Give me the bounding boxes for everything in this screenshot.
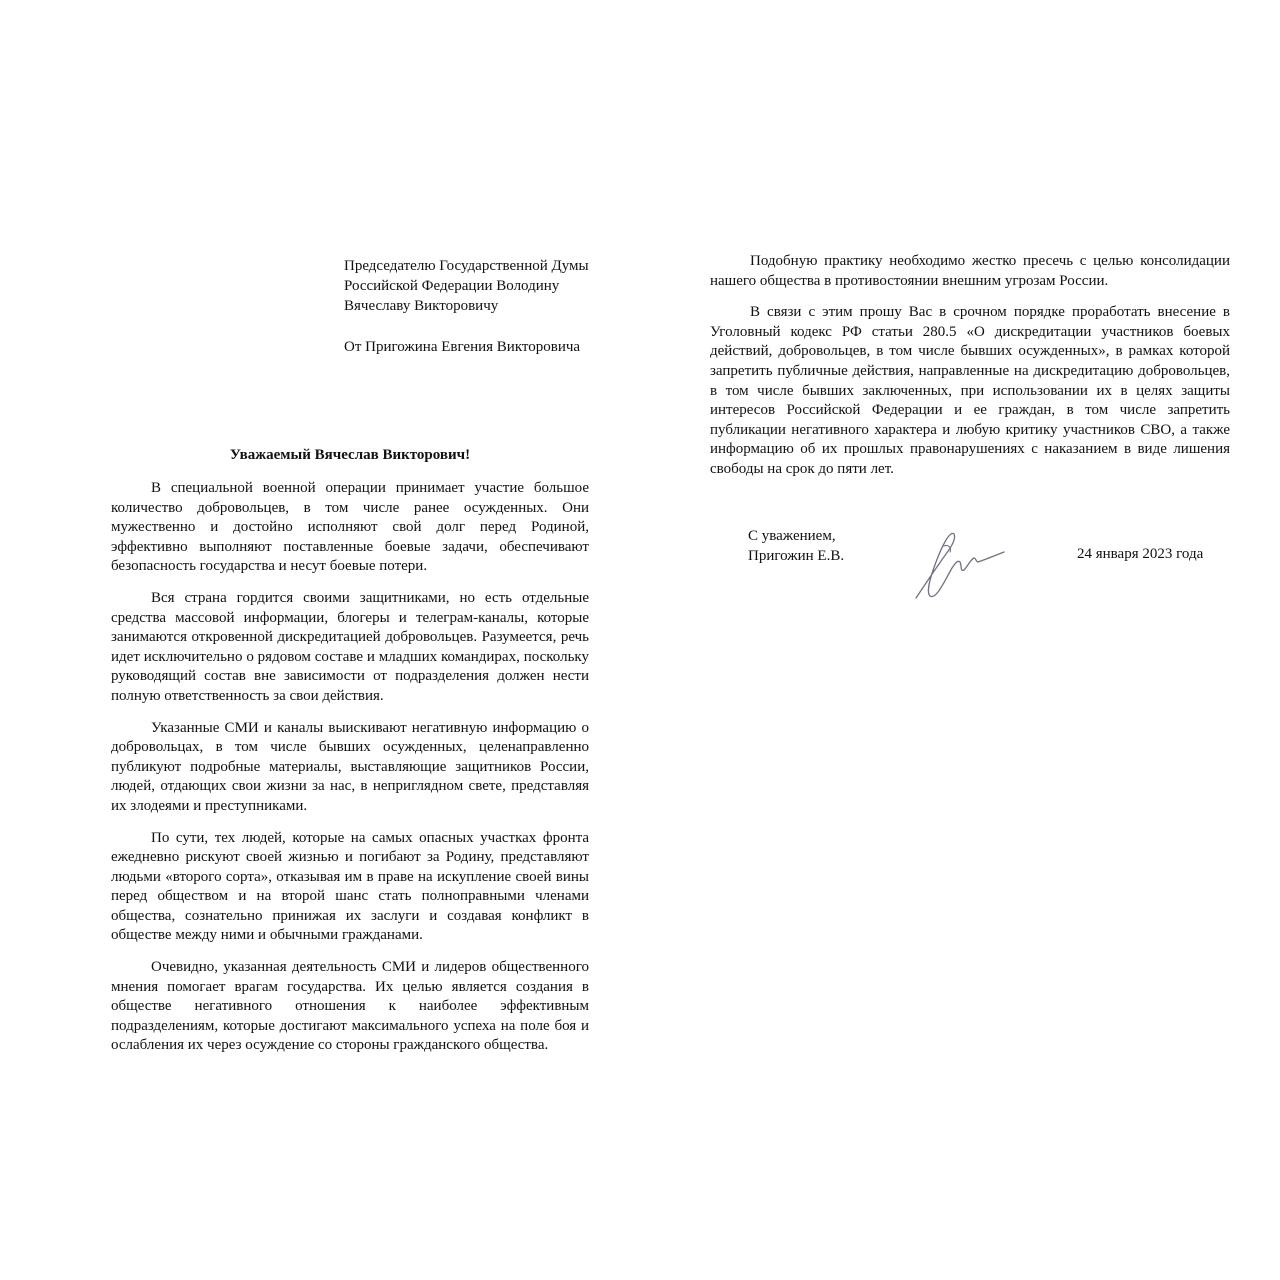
letter-date: 24 января 2023 года [1077, 546, 1204, 562]
paragraph: В связи с этим прошу Вас в срочном порядке проработать внесение в Уголовный кодекс РФ статьи 280.5 «О дискредитации участников боевых действий, добровольцев, в том числе бывших осужденных», в рамках которой запретить публичные действия, направленные на дискредитацию добровольцев, в том числе бывших заключенных, при использовании их в целях защиты интересов Российской Федерации и ее граждан, в том числе запретить публикации негативного характера и любую критику участников СВО, а также информацию об их прошлых правонарушениях с наказанием в виде лишения свободы на срок до пяти лет. [710, 304, 1230, 477]
paragraph: Вся страна гордится своими защитниками, но есть отдельные средства массовой информации, блогеры и телеграм-каналы, которые занимаются откровенной дискредитацией добровольцев. Разумеется, речь идет исключительно о рядовом составе и младших командирах, поскольку руководящий состав вне зависимости от подразделения должен нести полную ответственность за свои действия. [111, 589, 589, 704]
paragraph: Подобную практику необходимо жестко пресечь с целью консолидации нашего общества в противостоянии внешним угрозам России. [710, 253, 1230, 289]
letter-body-right [710, 252, 1230, 492]
closing-regards: С уважением, [748, 528, 836, 544]
letter-page-right [640, 0, 1280, 1280]
closing-block [748, 526, 844, 566]
addressee-block [344, 256, 589, 316]
salutation: Уважаемый Вячеслав Викторович! [229, 447, 471, 463]
addressee-line-2: Российской Федерации Володину [344, 278, 560, 294]
closing-name: Пригожин Е.В. [748, 548, 845, 564]
addressee-line-3: Вячеславу Викторовичу [344, 298, 499, 314]
handwritten-signature [904, 516, 1016, 628]
paragraph: По сути, тех людей, которые на самых опасных участках фронта ежедневно рискуют своей жизнью и погибают за Родину, представляют людьми «второго сорта», отказывая им в праве на искупление своей вины перед обществом и на второй шанс стать полноправными членами общества, сознательно принижая их заслуги и создавая конфликт в обществе между ними и обычными гражданами. [111, 829, 589, 944]
sender-line: От Пригожина Евгения Викторовича [344, 339, 581, 355]
paragraph: В специальной военной операции принимает участие большое количество добровольцев, в том числе ранее осужденных. Они мужественно и достойно исполняют свой долг перед Родиной, эффективно выполняют поставленные боевые задачи, обеспечивают безопасность государства и несут боевые потери. [111, 480, 589, 575]
letter-body-left [111, 479, 589, 1068]
addressee-line-1: Председателю Государственной Думы [344, 258, 589, 274]
paragraph: Очевидно, указанная деятельность СМИ и лидеров общественного мнения помогает врагам государства. Их целью является создания в обществе негативного отношения к наиболее эффективным подразделениям, которые достигают максимального успеха на поле боя и ослабления их через осуждение со стороны гражданского общества. [111, 959, 589, 1054]
paragraph: Указанные СМИ и каналы выискивают негативную информацию о добровольцах, в том числе бывших осужденных, целенаправленно публикуют подробные материалы, выставляющие защитников России, людей, отдающих свои жизни за нас, в неприглядном свете, представляя их злодеями и преступниками. [111, 719, 589, 814]
